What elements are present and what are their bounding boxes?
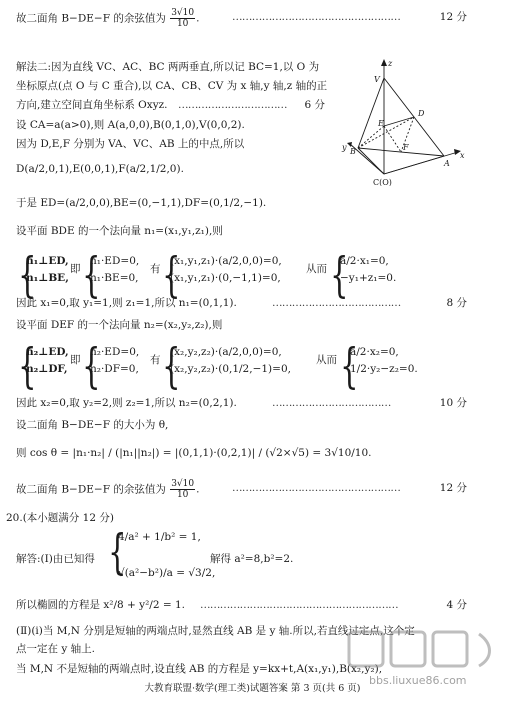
dotted-leader: ……………………………: [178, 99, 287, 111]
part2-line-3: 当 M,N 不是短轴的两端点时,设直线 AB 的方程是 y=kx+t,A(x₁,y₁),B(x₂,y₂),: [16, 663, 383, 675]
watermark-logo: [329, 624, 499, 694]
score-12-b: 12 分: [439, 482, 467, 494]
score-10: 10 分: [439, 397, 467, 409]
dot-ed-1: n₁·ED=0,: [90, 255, 140, 267]
normal-n2-intro: 设平面 DEF 的一个法向量 n₂=(x₂,y₂,z₂),则: [16, 319, 223, 331]
dot-be-1: n₁·BE=0,: [90, 272, 139, 284]
score-6: 6 分: [304, 99, 325, 111]
score-12-a: 12 分: [439, 11, 467, 23]
dotted-leader: …………………………………: [272, 297, 401, 309]
problem-20-header: 20.(本小题满分 12 分): [6, 512, 114, 524]
res-d2-1: −y₁+z₁=0.: [340, 272, 397, 284]
eq-c2-2: (x₂,y₂,z₂)·(0,1/2,−1)=0,: [170, 363, 291, 375]
page-footer: 大教育联盟·数学(理工类)试题答案 第 3 页(共 6 页): [144, 683, 361, 694]
method2-line-3: 方向,建立空间直角坐标系 Oxyz.: [16, 99, 168, 111]
part2-line-2: 点一定在 y 轴上.: [16, 643, 95, 655]
n1-result: 因此 x₁=0,取 y₁=1,则 z₁=1,所以 n₁=(0,1,1).: [16, 297, 237, 309]
watermark-url: bbs.liuxue86.com: [369, 674, 467, 687]
part1-intro: 解答:(Ⅰ)由已知得: [16, 553, 95, 565]
res-d2-2: 1/2·y₂−z₂=0.: [350, 363, 418, 375]
svg-text:y: y: [342, 143, 347, 152]
svg-text:C(O): C(O): [373, 178, 392, 186]
res-d1-1: a/2·x₁=0,: [340, 255, 389, 267]
dotted-leader: ……………………………………………: [232, 482, 401, 494]
svg-text:F: F: [403, 143, 409, 152]
dotted-leader: ……………………………………………………: [200, 599, 399, 611]
ellipse-solution: 解得 a²=8,b²=2.: [210, 553, 294, 565]
eq-c1-1: (x₁,y₁,z₁)·(a/2,0,0)=0,: [170, 255, 282, 267]
part2-line-1: (Ⅱ)(ⅰ)当 M,N 分别是短轴的两端点时,显然直线 AB 是 y 轴.所以,若直线过定点,这个定: [16, 625, 415, 637]
cos-value-fraction: $\frac{3√10}{10}$: [171, 8, 195, 29]
dot-df-2: n₂·DF=0,: [90, 363, 139, 375]
eq-c1-2: (x₂,y₂,z₂)·(a/2,0,0)=0,: [170, 346, 282, 358]
ellipse-eq-1: 4/a² + 1/b² = 1,: [118, 531, 201, 543]
svg-text:V: V: [374, 75, 380, 84]
svg-text:A: A: [444, 159, 450, 168]
you-label-2: 有: [150, 354, 161, 366]
score-8: 8 分: [446, 297, 467, 309]
res-d1-2: a/2·x₂=0,: [350, 346, 399, 358]
perp-be-1: n₁⊥BE,: [26, 272, 69, 284]
conclusion-line-1: 故二面角 B−DE−F 的余弦值为 $\frac{3√10}{10}$ .: [16, 8, 200, 29]
svg-text:D: D: [418, 109, 425, 118]
cos-value-fraction-2: $\frac{3√10}{10}$: [171, 479, 195, 500]
dotted-leader: ………………………………: [272, 397, 391, 409]
you-label-1: 有: [150, 263, 161, 275]
svg-text:z: z: [388, 59, 393, 68]
method2-line-1: 解法二:因为直线 VC、AC、BC 两两垂直,所以记 BC=1,以 O 为: [16, 61, 320, 73]
dotted-leader: ……………………………………………: [232, 11, 401, 23]
normal-n1-intro: 设平面 BDE 的一个法向量 n₁=(x₁,y₁,z₁),则: [16, 225, 223, 237]
perp-ed-2: n₂⊥ED,: [26, 346, 69, 358]
method2-line-2: 坐标原点(点 O 与 C 重合),以 CA、CB、CV 为 x 轴,y 轴,z 轴的正: [16, 80, 328, 92]
eq-c2-1: (x₁,y₁,z₁)·(0,−1,1)=0,: [170, 272, 281, 284]
svg-text:B: B: [350, 147, 356, 156]
ellipse-equation: 所以椭圆的方程是 x²/8 + y²/2 = 1.: [16, 599, 186, 611]
conclusion-line-2: 故二面角 B−DE−F 的余弦值为 $\frac{3√10}{10}$ .: [16, 479, 200, 500]
score-4: 4 分: [446, 599, 467, 611]
ji-label-2: 即: [70, 354, 81, 366]
perp-ed-1: n₁⊥ED,: [26, 255, 69, 267]
ellipse-eq-2: √(a²−b²)/a = √3/2,: [118, 567, 216, 579]
angle-theta-intro: 设二面角 B−DE−F 的大小为 θ,: [16, 419, 169, 431]
method2-line-4: 设 CA=a(a>0),则 A(a,0,0),B(0,1,0),V(0,0,2).: [16, 119, 245, 131]
svg-text:E: E: [378, 119, 384, 128]
tetrahedron-figure: [340, 56, 470, 186]
dot-ed-2: n₂·ED=0,: [90, 346, 140, 358]
cos-theta-formula: 则 cos θ = |n₁·n₂| / (|n₁||n₂|) = |(0,1,1)·(0,2,1)| / (√2×√5) = 3√10/10.: [16, 447, 372, 459]
method2-line-5: 因为 D,E,F 分别为 VA、VC、AB 上的中点,所以: [16, 138, 245, 150]
congeer-label-2: 从而: [316, 354, 337, 366]
vector-coords: 于是 ED=(a/2,0,0),BE=(0,−1,1),DF=(0,1/2,−1).: [16, 197, 267, 209]
n2-result: 因此 x₂=0,取 y₂=2,则 z₂=1,所以 n₂=(0,2,1).: [16, 397, 237, 409]
svg-text:x: x: [460, 151, 465, 160]
perp-df-2: n₂⊥DF,: [26, 363, 68, 375]
congeer-label-1: 从而: [306, 263, 327, 275]
ji-label-1: 即: [70, 263, 81, 275]
point-coords: D(a/2,0,1),E(0,0,1),F(a/2,1/2,0).: [16, 163, 184, 175]
